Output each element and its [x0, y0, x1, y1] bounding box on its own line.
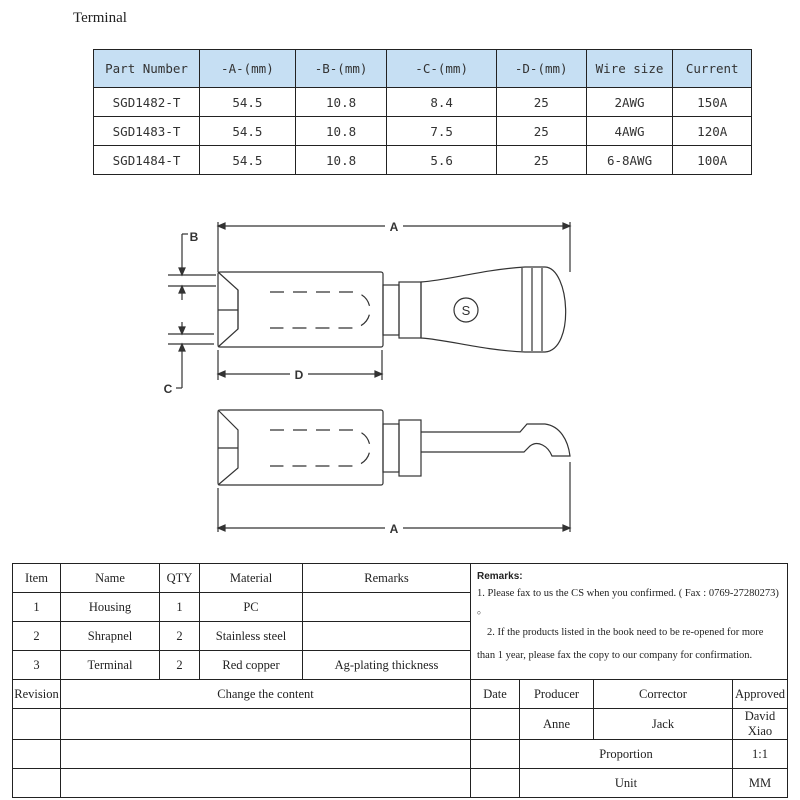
- bom-cell: Housing: [61, 593, 160, 622]
- spec-cell: 54.5: [200, 146, 296, 175]
- revision-label: Revision: [13, 680, 61, 709]
- spec-cell: 10.8: [295, 88, 387, 117]
- proportion-value: 1:1: [733, 740, 788, 769]
- bom-header-remarks: Remarks: [303, 564, 471, 593]
- revision-row: [13, 709, 788, 740]
- spec-cell: 150A: [673, 88, 752, 117]
- bom-cell: 3: [13, 651, 61, 680]
- bom-header-qty: QTY: [160, 564, 200, 593]
- remark-1: 1. Please fax to us the CS when you confirmed. ( Fax : 0769-27280273) 。: [477, 587, 779, 616]
- spec-cell: 5.6: [387, 146, 496, 175]
- bom-cell: Stainless steel: [200, 622, 303, 651]
- corrector-label: Corrector: [594, 680, 733, 709]
- spec-header-row: [94, 50, 752, 88]
- bom-cell: 1: [160, 593, 200, 622]
- spec-cell: 100A: [673, 146, 752, 175]
- producer-value: Anne: [520, 709, 594, 740]
- bom-cell: 2: [160, 651, 200, 680]
- dimension-d-label: D: [294, 368, 304, 382]
- spec-cell: 8.4: [387, 88, 496, 117]
- spec-cell: 25: [496, 117, 586, 146]
- bom-cell: [303, 622, 471, 651]
- unit-value: MM: [733, 769, 788, 798]
- spec-header-d: -D-(mm): [496, 50, 586, 88]
- unit-row: [13, 769, 788, 798]
- bom-cell: Shrapnel: [61, 622, 160, 651]
- blank-cell: [471, 740, 520, 769]
- remark-3: than 1 year, please fax the copy to our company for confirmation.: [477, 650, 753, 662]
- dimension-c-label: C: [163, 382, 173, 396]
- dimension-c: [164, 322, 214, 396]
- blank-cell: [13, 740, 61, 769]
- table-row: [94, 117, 752, 146]
- spec-cell: 7.5: [387, 117, 496, 146]
- spec-cell: 54.5: [200, 117, 296, 146]
- spec-cell: 120A: [673, 117, 752, 146]
- remarks-block: [471, 564, 788, 680]
- change-content-label: Change the content: [61, 680, 471, 709]
- remarks-title: Remarks:: [477, 571, 523, 582]
- spec-table: [93, 49, 752, 175]
- proportion-label: Proportion: [520, 740, 733, 769]
- dimension-b-label: B: [189, 230, 199, 244]
- spec-cell: SGD1482-T: [94, 88, 200, 117]
- revision-cell: [13, 709, 61, 740]
- bom-header-name: Name: [61, 564, 160, 593]
- spec-cell: SGD1483-T: [94, 117, 200, 146]
- page-title: Terminal: [73, 10, 127, 26]
- bom-cell: Ag-plating thickness: [303, 651, 471, 680]
- table-row: [94, 88, 752, 117]
- bom-cell: Terminal: [61, 651, 160, 680]
- spec-cell: 10.8: [295, 146, 387, 175]
- bom-cell: 2: [13, 622, 61, 651]
- dimension-a-top-label: A: [389, 220, 399, 234]
- spec-cell: 54.5: [200, 88, 296, 117]
- spec-cell: 25: [496, 88, 586, 117]
- producer-label: Producer: [520, 680, 594, 709]
- terminal-drawing: [150, 215, 590, 545]
- approved-value: David Xiao: [733, 709, 788, 740]
- spec-cell: 2AWG: [586, 88, 673, 117]
- date-label: Date: [471, 680, 520, 709]
- bom-table: [12, 563, 788, 798]
- spec-header-current: Current: [673, 50, 752, 88]
- dimension-a-top: [218, 220, 570, 272]
- approved-label: Approved: [733, 680, 788, 709]
- bom-cell: [303, 593, 471, 622]
- terminal-top-view: [218, 267, 566, 352]
- dimension-a-bottom: [218, 462, 570, 536]
- spec-header-wire-size: Wire size: [586, 50, 673, 88]
- spec-cell: SGD1484-T: [94, 146, 200, 175]
- spec-header-c: -C-(mm): [387, 50, 496, 88]
- spec-cell: 6-8AWG: [586, 146, 673, 175]
- spec-cell: 25: [496, 146, 586, 175]
- revision-header-row: [13, 680, 788, 709]
- blank-cell: [61, 740, 471, 769]
- dimension-d: [218, 350, 382, 382]
- unit-label: Unit: [520, 769, 733, 798]
- spec-header-b: -B-(mm): [295, 50, 387, 88]
- logo-letter: S: [461, 303, 471, 318]
- table-row: [94, 146, 752, 175]
- bom-cell: 1: [13, 593, 61, 622]
- spec-cell: 4AWG: [586, 117, 673, 146]
- bom-cell: PC: [200, 593, 303, 622]
- change-content-cell: [61, 709, 471, 740]
- bom-cell: 2: [160, 622, 200, 651]
- corrector-value: Jack: [594, 709, 733, 740]
- dimension-a-bottom-label: A: [389, 522, 399, 536]
- bom-header-row: [13, 564, 788, 593]
- remark-2: 2. If the products listed in the book need to be re-opened for more: [487, 627, 764, 639]
- proportion-row: [13, 740, 788, 769]
- bom-cell: Red copper: [200, 651, 303, 680]
- spec-header-part-number: Part Number: [94, 50, 200, 88]
- blank-cell: [471, 769, 520, 798]
- terminal-side-view: [218, 410, 570, 485]
- spec-header-a: -A-(mm): [200, 50, 296, 88]
- bom-header-material: Material: [200, 564, 303, 593]
- blank-cell: [13, 769, 61, 798]
- date-cell: [471, 709, 520, 740]
- spec-cell: 10.8: [295, 117, 387, 146]
- blank-cell: [61, 769, 471, 798]
- dimension-b: [168, 230, 216, 300]
- bom-header-item: Item: [13, 564, 61, 593]
